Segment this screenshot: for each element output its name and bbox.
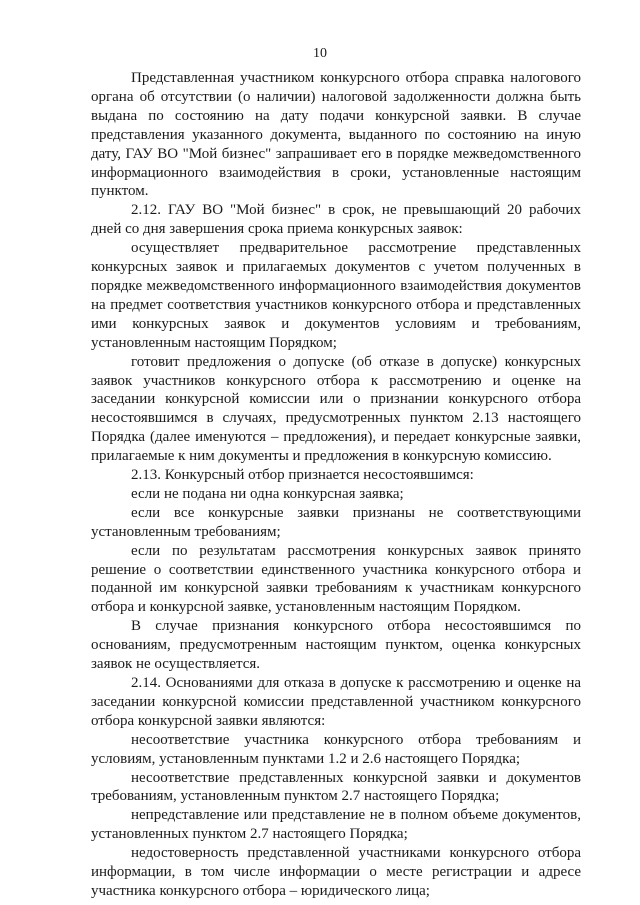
list-item-participant-non-compliance: несоответствие участника конкурсного отбора требованиям и условиям, установленным пунктами 1.2 и 2.6 настоящего Порядка;: [91, 731, 581, 767]
list-item-no-application: если не подана ни одна конкурсная заявка;: [131, 485, 404, 502]
paragraph-prepares-proposals: готовит предложения о допуске (об отказе в допуске) конкурсных заявок участников конкурсного отбора к рассмотрению и оценке на заседании конкурсной комиссии или о признании конкурсного отбора несостоявшимся в случаях, предусмотренных пунктом 2.13 настоящего Порядка (далее именуются – предложения), и передает конкурсные заявки, прилагаемые к ним документы и предложения в конкурсную комиссию.: [91, 353, 581, 465]
paragraph-2-13: 2.13. Конкурсный отбор признается несостоявшимся:: [131, 467, 474, 484]
paragraph-2-12: 2.12. ГАУ ВО "Мой бизнес" в срок, не превышающий 20 рабочих дней со дня завершения срока приема конкурсных заявок:: [91, 202, 581, 238]
paragraph-preliminary-review: осуществляет предварительное рассмотрение представленных конкурсных заявок и прилагаемых документов с учетом полученных в порядке межведомственного информационного взаимодействия документов на предмет соответствия участников конкурсного отбора и представленных ими конкурсных заявок и документов условиям и требованиям, установленным настоящим Порядком;: [91, 240, 581, 351]
paragraph-2-14: 2.14. Основаниями для отказа в допуске к рассмотрению и оценке на заседании конкурсной комиссии представленной участником конкурсного отбора конкурсной заявки являются:: [91, 675, 581, 729]
document-body: [91, 69, 581, 901]
paragraph-no-evaluation: В случае признания конкурсного отбора несостоявшимся по основаниям, предусмотренным настоящим пунктом, оценка конкурсных заявок не осуществляется.: [91, 618, 581, 673]
paragraph-tax-certificate: Представленная участником конкурсного отбора справка налогового органа об отсутствии (о наличии) налоговой задолженности должна быть выдана по состоянию на дату подачи конкурсной заявки. В случае представления указанного документа, выданного по состоянию на иную дату, ГАУ ВО "Мой бизнес" запрашивает его в порядке межведомственного информационного взаимодействия в сроки, установленные настоящим пунктом.: [91, 70, 581, 200]
list-item-single-participant: если по результатам рассмотрения конкурсных заявок принято решение о соответствии единственного участника конкурсного отбора и поданной им конкурсной заявки требованиям к участникам конкурсного отбора и конкурсной заявке, установленным настоящим Порядком.: [91, 542, 581, 616]
list-item-all-non-compliant: если все конкурсные заявки признаны не соответствующими установленным требованиям;: [91, 504, 581, 540]
page-number: 10: [313, 46, 327, 61]
list-item-false-information: недостоверность представленной участниками конкурсного отбора информации, в том числе информации о месте регистрации и адресе участника конкурсного отбора – юридического лица;: [91, 845, 581, 899]
list-item-incomplete-documents: непредставление или представление не в полном объеме документов, установленных пунктом 2.7 настоящего Порядка;: [91, 807, 581, 843]
list-item-documents-non-compliance: несоответствие представленных конкурсной заявки и документов требованиям, установленным пунктом 2.7 настоящего Порядка;: [91, 769, 581, 805]
